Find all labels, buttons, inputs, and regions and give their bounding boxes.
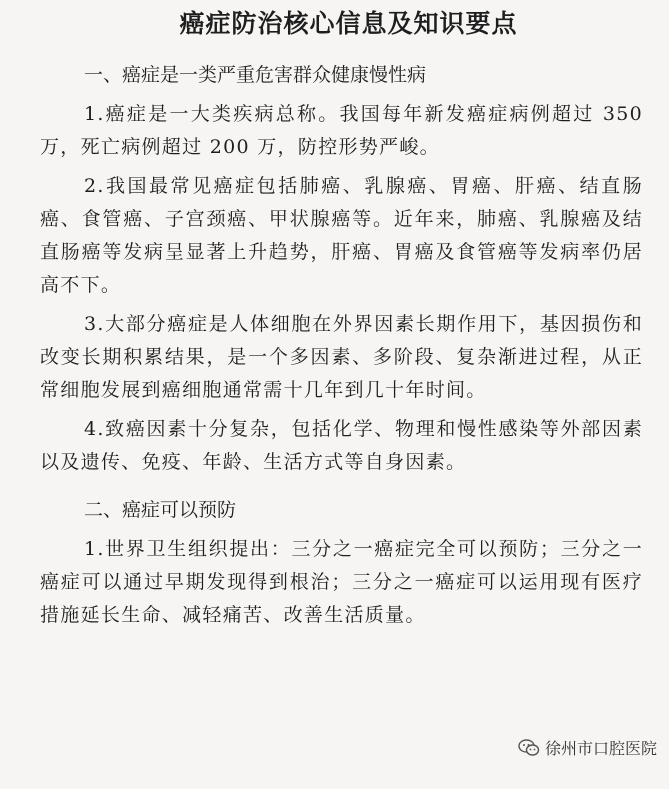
wechat-icon xyxy=(518,739,540,757)
paragraph: 2.我国最常见癌症包括肺癌、乳腺癌、胃癌、肝癌、结直肠癌、食管癌、子宫颈癌、甲状腺癌等。近年来，肺癌、乳腺癌及结直肠癌等发病呈显著上升趋势，肝癌、胃癌及食管癌等发病率仍居高不下。 xyxy=(40,175,643,296)
section-1 xyxy=(40,62,643,479)
paragraph: 4.致癌因素十分复杂，包括化学、物理和慢性感染等外部因素以及遗传、免疫、年龄、生活方式等自身因素。 xyxy=(40,418,643,473)
watermark xyxy=(518,736,657,759)
section-heading: 二、癌症可以预防 xyxy=(84,499,237,521)
paragraph: 3.大部分癌症是人体细胞在外界因素长期作用下，基因损伤和改变长期积累结果，是一个多因素、多阶段、复杂渐进过程，从正常细胞发展到癌细胞通常需十几年到几十年时间。 xyxy=(40,313,643,401)
paragraph: 1.世界卫生组织提出：三分之一癌症完全可以预防；三分之一癌症可以通过早期发现得到根治；三分之一癌症可以运用现有医疗措施延长生命、减轻痛苦、改善生活质量。 xyxy=(40,538,643,626)
section-2 xyxy=(40,497,643,632)
document-title: 癌症防治核心信息及知识要点 xyxy=(179,9,518,38)
watermark-text: 徐州市口腔医院 xyxy=(544,739,657,758)
paragraph: 1.癌症是一大类疾病总称。我国每年新发癌症病例超过 350 万，死亡病例超过 200 万，防控形势严峻。 xyxy=(40,103,643,158)
section-heading: 一、癌症是一类严重危害群众健康慢性病 xyxy=(84,64,427,86)
